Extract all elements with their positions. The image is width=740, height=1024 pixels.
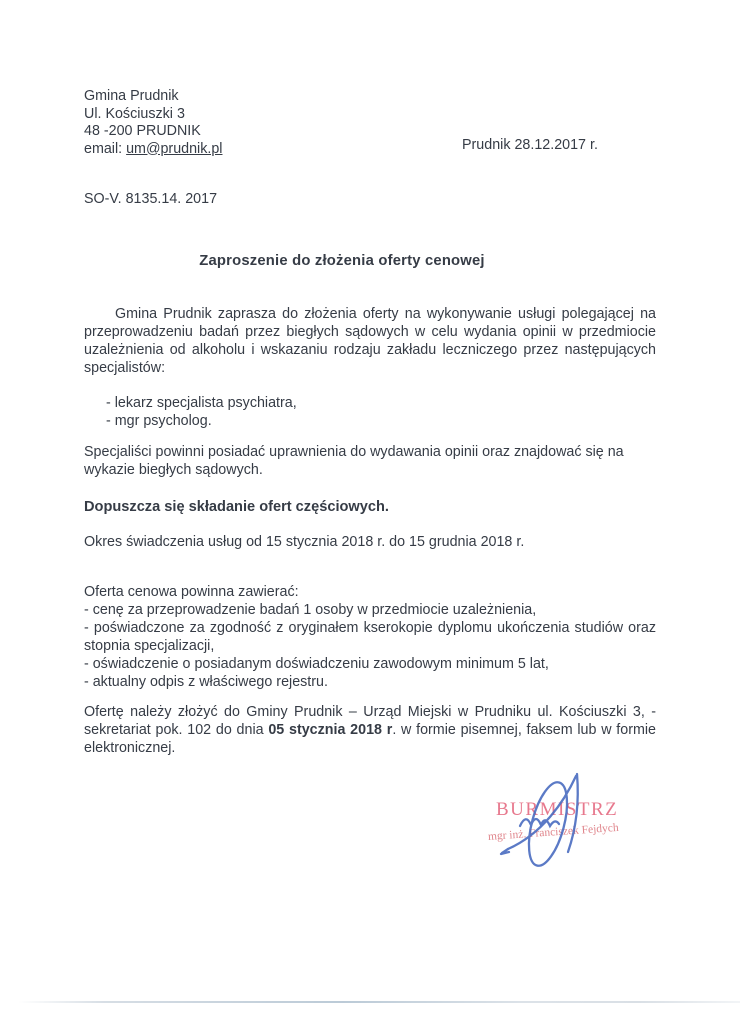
reference-number: SO-V. 8135.14. 2017 <box>84 191 218 207</box>
scan-artifact-line <box>18 1001 740 1003</box>
sender-name: Gmina Prudnik <box>84 88 179 104</box>
requirements-paragraph: Specjaliści powinni posiadać uprawnienia do wydawania opinii oraz znajdować się na wykazie biegłych sądowych. <box>84 444 624 478</box>
specialist-item: - lekarz specjalista psychiatra, <box>106 395 297 411</box>
submission-paragraph <box>84 703 656 757</box>
partial-offers-note: Dopuszcza się składanie ofert częściowych. <box>84 499 389 515</box>
place-and-date: Prudnik 28.12.2017 r. <box>462 137 598 153</box>
offer-requirement-item: - poświadczone za zgodność z oryginałem kserokopie dyplomu ukończenia studiów oraz stopnia specjalizacji, <box>84 620 656 654</box>
offer-requirement-item: - cenę za przeprowadzenie badań 1 osoby w przedmiocie uzależnienia, <box>84 602 537 618</box>
submission-text-start: Ofertę należy złożyć do Gminy Prudnik – Urząd Miejski w Prudniku ul. Kościuszki 3, - sekretariat pok. 102 do dnia <box>84 704 656 738</box>
mayor-stamp-title: BURMISTRZ <box>496 799 619 820</box>
submission-deadline: 05 stycznia 2018 r <box>268 722 393 738</box>
intro-paragraph: Gmina Prudnik zaprasza do złożenia oferty na wykonywanie usługi polegającej na przeprowadzeniu badań przez biegłych sądowych w celu wydania opinii w przedmiocie uzależnienia od alkoholu i wskazaniu rodzaju zakładu leczniczego przez następujących specjalistów: <box>84 306 656 376</box>
sender-street: Ul. Kościuszki 3 <box>84 105 185 122</box>
email-label: email: <box>84 140 127 157</box>
signature-scribble <box>480 768 620 876</box>
email-address: um@prudnik.pl <box>126 140 223 157</box>
specialist-item: - mgr psycholog. <box>106 413 212 429</box>
sender-postal-city: 48 -200 PRUDNIK <box>84 123 201 139</box>
submission-text-end: . w formie pisemnej, faksem lub w formie elektronicznej. <box>84 722 657 756</box>
offer-contents-heading: Oferta cenowa powinna zawierać: <box>84 584 299 600</box>
offer-requirement-item: - oświadczenie o posiadanym doświadczeniu zawodowym minimum 5 lat, <box>84 656 549 672</box>
specialists-list <box>84 394 656 430</box>
mayor-stamp-name: mgr inż. Franciszek Fejdych <box>487 821 620 843</box>
offer-requirement-item: - aktualny odpis z właściwego rejestru. <box>84 674 328 690</box>
document-title: Zaproszenie do złożenia oferty cenowej <box>199 253 485 269</box>
offer-contents-block <box>84 583 656 691</box>
service-period-line: Okres świadczenia usług od 15 stycznia 2018 r. do 15 grudnia 2018 r. <box>84 534 525 550</box>
